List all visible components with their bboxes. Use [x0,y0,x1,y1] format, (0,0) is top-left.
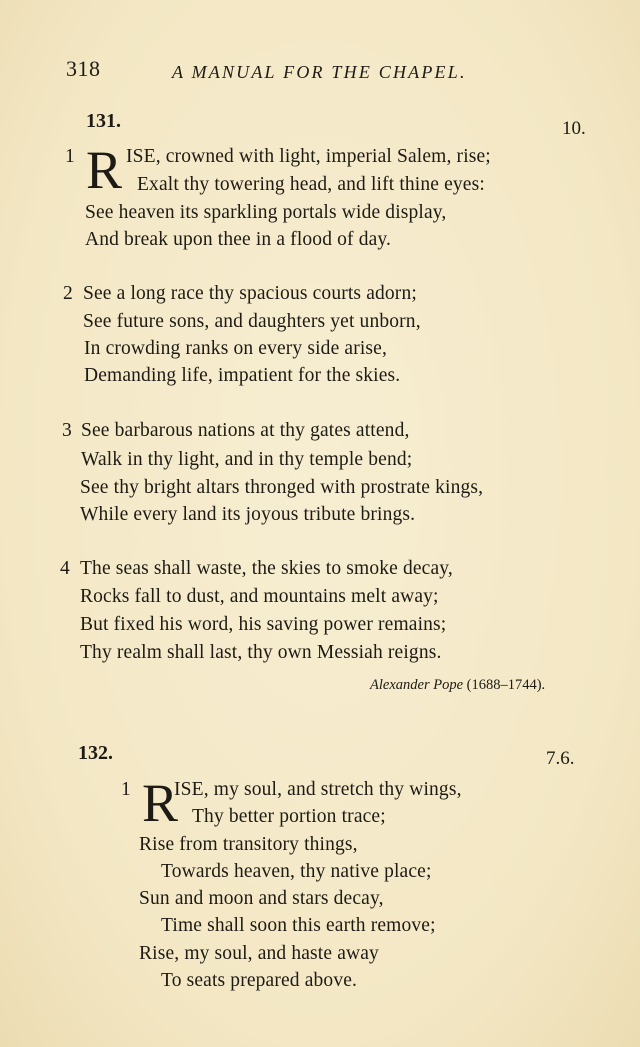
dropcap-letter: R [86,140,123,200]
hymn-meter: 10. [562,118,586,139]
running-title: A MANUAL FOR THE CHAPEL. [172,62,467,82]
verse-number: 2 [63,283,73,304]
hymn-line: To seats prepared above. [161,970,358,991]
hymn-line: ISE, crowned with light, imperial Salem, rise; [126,146,491,167]
hymn-line: Demanding life, impatient for the skies. [84,365,401,386]
verse-number: 1 [121,779,131,800]
hymn-line: See heaven its sparkling portals wide display, [85,202,447,223]
hymn-number: 132. [78,742,113,764]
hymn-line: See barbarous nations at thy gates attend, [81,420,410,441]
hymn-line: While every land its joyous tribute brings. [80,504,416,525]
hymn-line: See a long race thy spacious courts adorn; [83,283,417,304]
hymn-line: See future sons, and daughters yet unborn, [83,311,421,332]
hymn-line: Rocks fall to dust, and mountains melt away; [80,586,439,607]
hymn-line: Thy better portion trace; [192,806,386,827]
hymn-number: 131. [86,110,121,132]
dropcap-letter: R [142,773,179,833]
hymn-line: In crowding ranks on every side arise, [84,338,387,359]
hymn-line: And break upon thee in a flood of day. [85,229,392,250]
hymn-line: The seas shall waste, the skies to smoke decay, [80,558,453,579]
hymn-line: Time shall soon this earth remove; [161,915,436,936]
hymn-line: But fixed his word, his saving power remains; [80,614,447,635]
attribution-author: Alexander Pope [370,677,464,693]
attribution-dates: (1688–1744). [466,677,546,693]
hymn-line: Rise from transitory things, [139,834,358,855]
verse-number: 3 [62,420,72,441]
hymn-line: ISE, my soul, and stretch thy wings, [174,779,462,800]
hymn-line: Exalt thy towering head, and lift thine eyes: [137,174,485,195]
verse-number: 1 [65,146,75,167]
hymn-attribution [370,677,545,694]
verse-number: 4 [60,558,70,579]
hymn-line: See thy bright altars thronged with prostrate kings, [80,477,484,498]
hymn-line: Sun and moon and stars decay, [139,888,384,909]
page-number: 318 [66,56,101,81]
hymn-line: Thy realm shall last, thy own Messiah reigns. [80,642,442,663]
hymn-line: Rise, my soul, and haste away [139,943,379,964]
hymn-meter: 7.6. [546,748,575,769]
hymn-line: Walk in thy light, and in thy temple bend; [81,449,413,470]
hymn-line: Towards heaven, thy native place; [161,861,432,882]
